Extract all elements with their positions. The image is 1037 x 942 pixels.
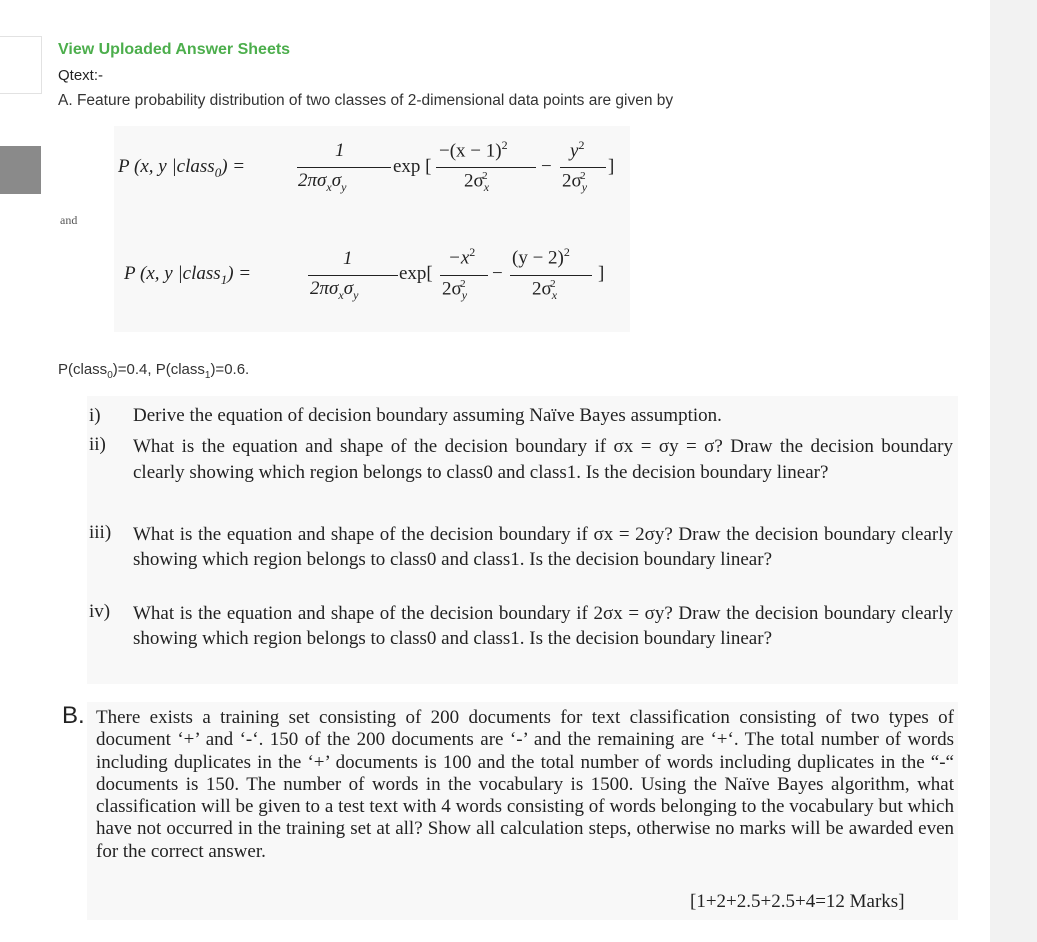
sidebar-panel — [0, 36, 42, 94]
sub-question-number: iii) — [89, 522, 112, 543]
right-gutter — [990, 0, 1037, 942]
sub-question-text: What is the equation and shape of the decision boundary if σx = 2σy? Draw the decision boundary clearly showing which region belongs to class0 and class1. Is the decision boundary linear? — [133, 524, 953, 570]
qtext-label: Qtext:- — [58, 67, 104, 84]
sub-question-number: i) — [89, 405, 101, 426]
part-b-label: B. — [62, 702, 85, 729]
sub-question-text: What is the equation and shape of the decision boundary if 2σx = σy? Draw the decision boundary clearly showing which region belongs to class0 and class1. Is the decision boundary linear? — [133, 603, 953, 649]
sub-question-number: iv) — [89, 601, 111, 622]
marks-breakdown: [1+2+2.5+2.5+4=12 Marks] — [690, 891, 905, 912]
view-uploaded-answer-sheets-link[interactable]: View Uploaded Answer Sheets — [58, 41, 291, 58]
class-priors: P(class$_0$)=0.4, P(class$_1$)=0.6. — [58, 361, 250, 381]
sub-question-text: Derive the equation of decision boundary assuming Naïve Bayes assumption. — [133, 405, 722, 426]
part-b-text: There exists a training set consisting of 200 documents for text classification consisting of two types of document ‘+’ and ‘-‘. 150 of the 200 documents are ‘-’ and the remaining are ‘+‘. The total number of words including duplicates in the ‘+’ documents is 100 and the total number of words including duplicates in the “-“ documents is 150. The number of words in the vocabulary is 1500. Using the Naïve Bayes algorithm, what classification will be given to a test text with 4 words consisting of words belonging to the vocabulary but which have not occurred in the training set at all? Show all calculation steps, otherwise no marks will be awarded even for the correct answer. — [96, 707, 954, 862]
equation-class1: P (x, y |class$_1$) = 1 $2\pi\sigma_x\sigma_y$ exp[ $-x^2$ $2\sigma_y^2$ − $(y - 2)^2$ $2\sigma_x^2$ ] — [124, 245, 605, 303]
sub-question-number: ii) — [89, 434, 106, 455]
sidebar-active-tab[interactable] — [0, 146, 41, 194]
sub-question-text: What is the equation and shape of the decision boundary if σx = σy = σ? Draw the decision boundary clearly showing which region belongs to class0 and class1. Is the decision boundary linear? — [133, 436, 954, 483]
and-label: and — [60, 213, 78, 227]
equation-class0: P (x, y |class$_0$) = 1 $2\pi\sigma_x\sigma_y$ exp [ $-(x - 1)^2$ $2\sigma_x^2$ − $y^2$ $2\sigma_y^2$ ] — [118, 138, 615, 195]
question-intro: A. Feature probability distribution of two classes of 2-dimensional data points are given by — [58, 92, 674, 109]
